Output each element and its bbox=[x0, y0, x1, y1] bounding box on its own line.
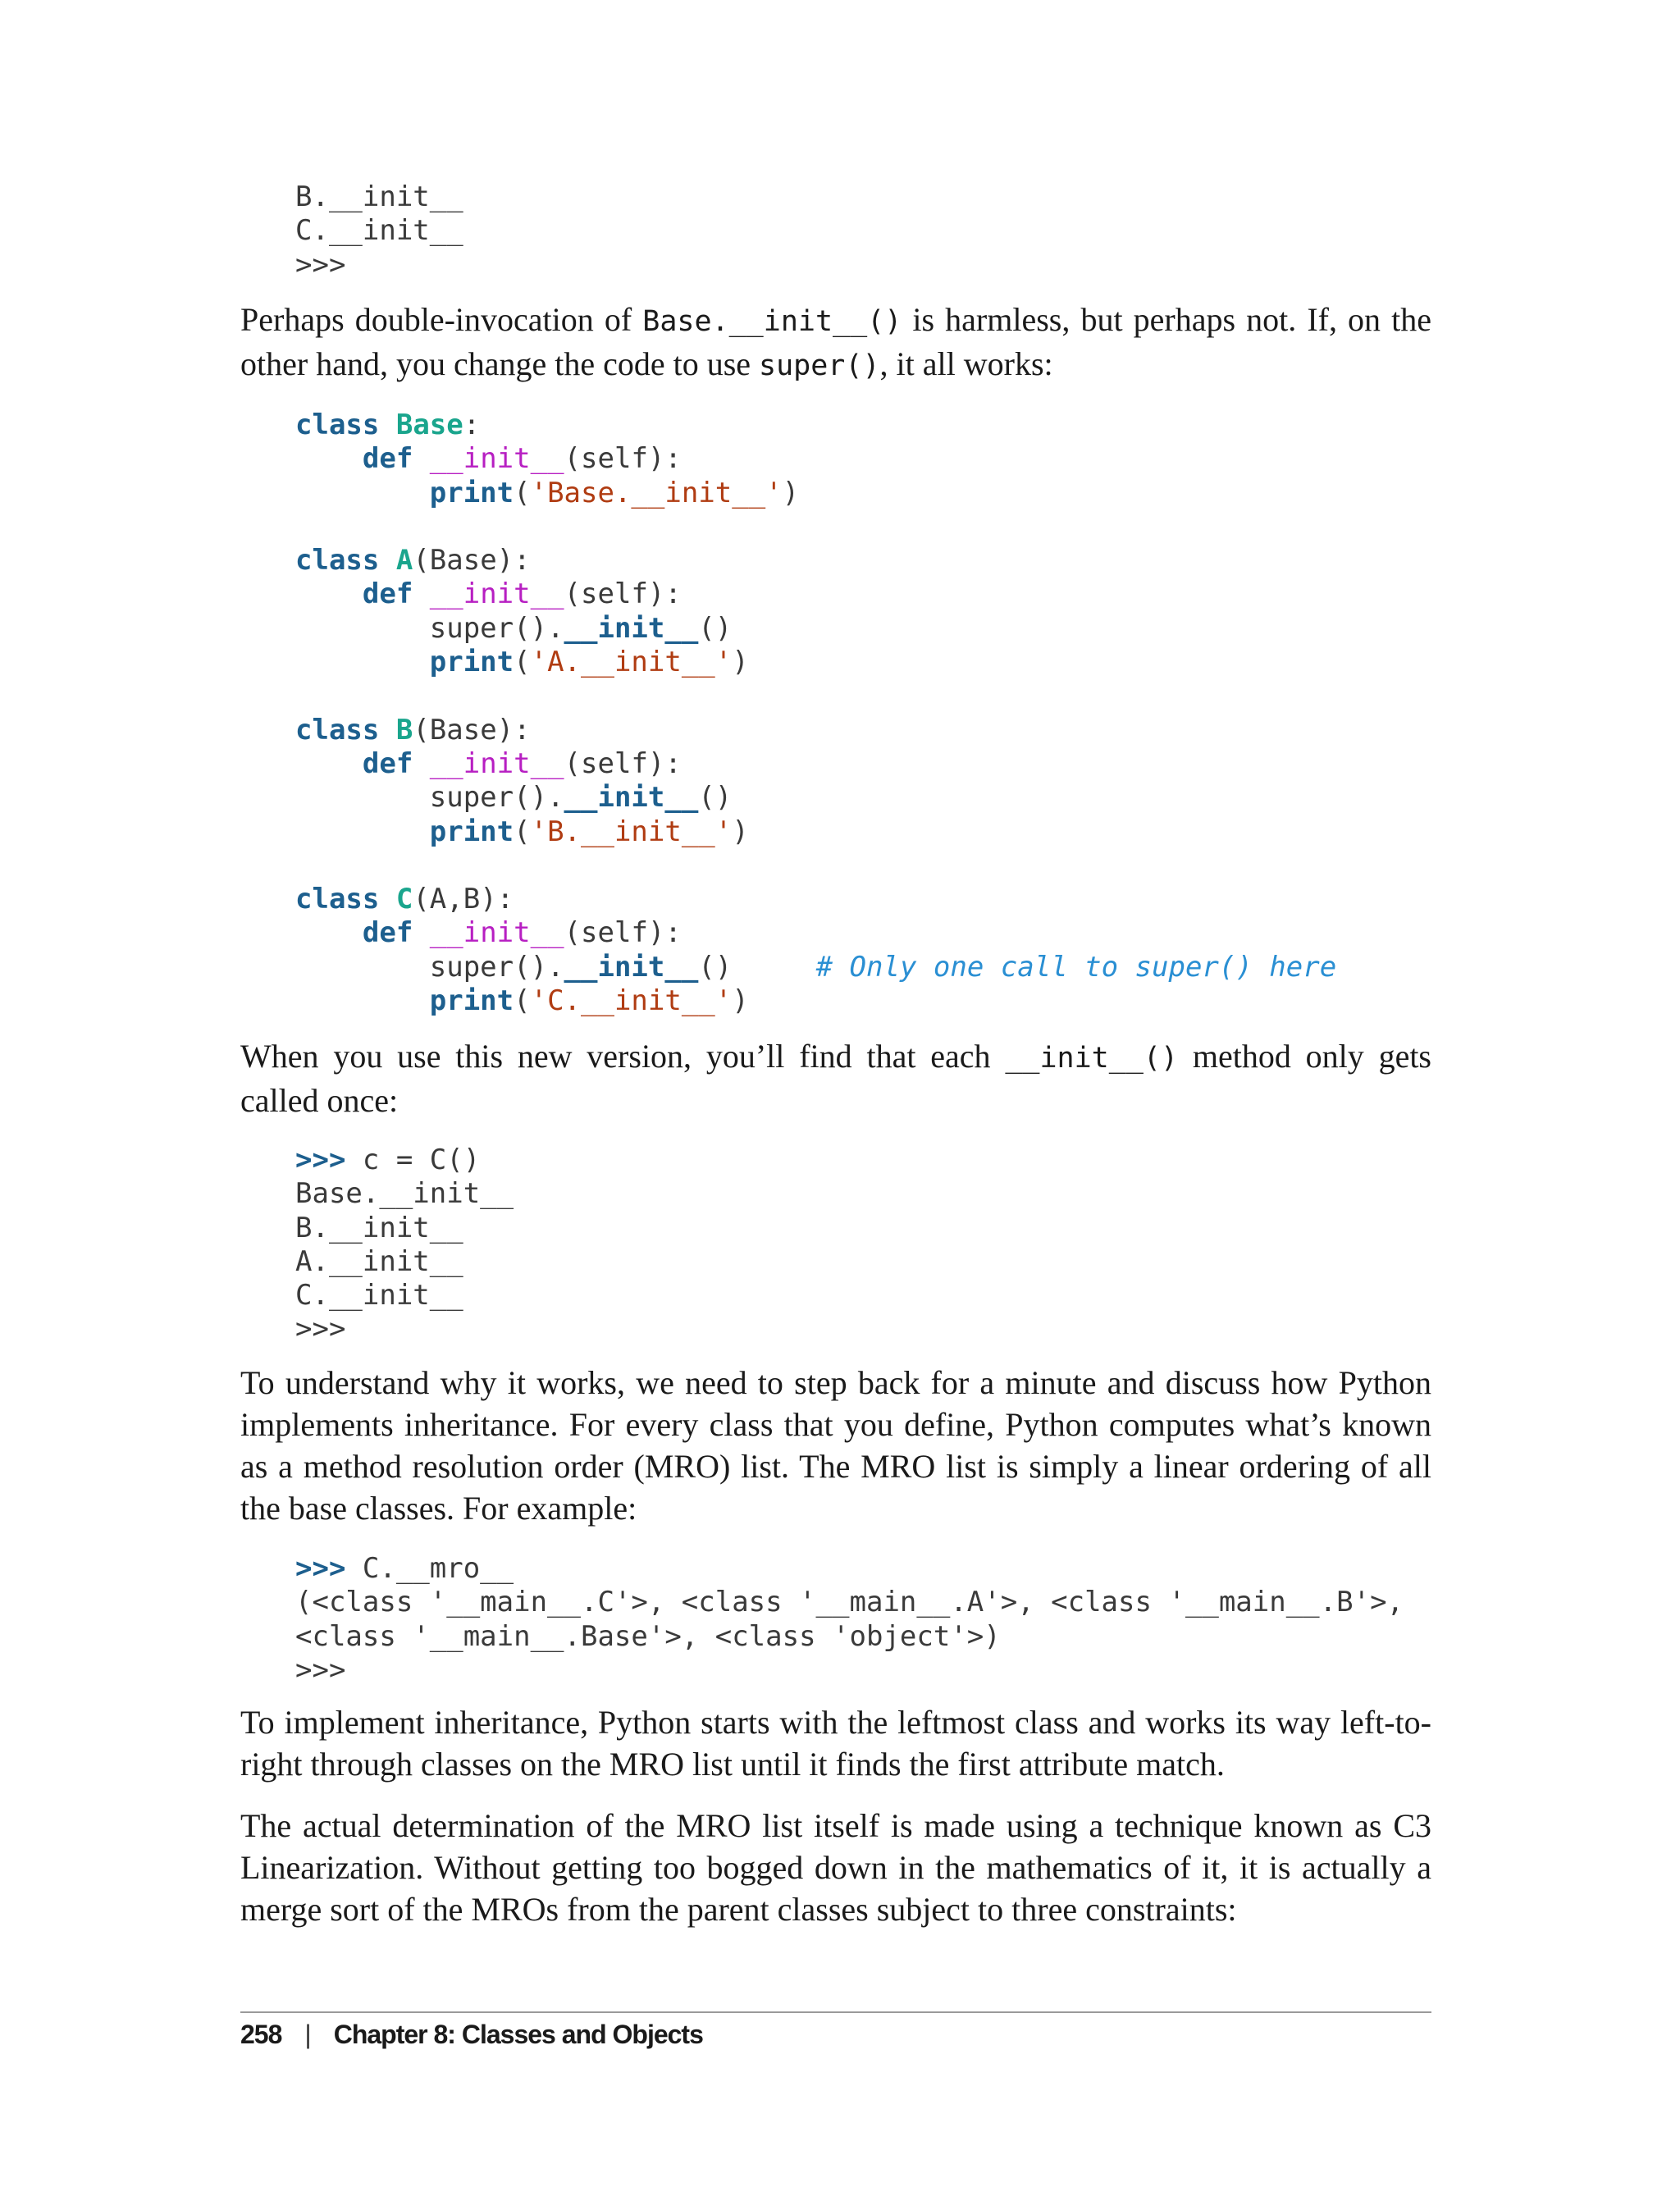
code-line: A.__init__ bbox=[295, 1244, 463, 1278]
code-line: (<class '__main__.C'>, <class '__main__.A'>, <class '__main__.B'>, bbox=[295, 1586, 1404, 1619]
page-footer bbox=[240, 2020, 703, 2050]
code-line: def __init__(self): bbox=[362, 916, 682, 950]
code-line: print('A.__init__') bbox=[429, 646, 749, 679]
code-block-run-output bbox=[295, 1144, 514, 1347]
code-line: C.__init__ bbox=[295, 214, 463, 248]
code-line: C.__init__ bbox=[295, 1279, 463, 1312]
code-line: super().__init__() bbox=[429, 611, 733, 645]
code-line: class B(Base): bbox=[295, 713, 531, 746]
inline-code: super() bbox=[759, 349, 880, 382]
code-line: print('C.__init__') bbox=[429, 984, 749, 1018]
footer-divider bbox=[240, 2011, 1431, 2013]
code-line: super().__init__() bbox=[429, 781, 733, 815]
paragraph-mro-explanation: To understand why it works, we need to step back for a minute and discuss how Python implements inheritance. For every class that you define, Python computes what’s known as a method resolution order (MRO) list. The MRO list is simply a linear ordering of all the base classes. For example: bbox=[240, 1364, 1431, 1527]
code-line: def __init__(self): bbox=[362, 578, 682, 611]
code-block-class-definitions bbox=[295, 409, 1336, 1018]
code-line: super().__init__() # Only one call to super() here bbox=[429, 950, 1337, 984]
inline-code: __init__() bbox=[1005, 1042, 1179, 1075]
code-line: class C(A,B): bbox=[295, 883, 514, 916]
code-line: def __init__(self): bbox=[362, 746, 682, 780]
code-block-mro bbox=[295, 1552, 1404, 1687]
code-line: print('B.__init__') bbox=[429, 815, 749, 848]
code-line: print('Base.__init__') bbox=[429, 476, 800, 509]
paragraph-double-invocation: Perhaps double-invocation of Base.__init__() is harmless, but perhaps not. If, on the other hand, you change the code to use super(), it all works: bbox=[240, 301, 1431, 382]
code-line: >>> C.__mro__ bbox=[295, 1552, 514, 1585]
chapter-title: Chapter 8: Classes and Objects bbox=[333, 2020, 703, 2049]
code-line: >>> bbox=[295, 1653, 346, 1687]
inline-code: Base.__init__() bbox=[642, 305, 902, 338]
code-line: def __init__(self): bbox=[362, 442, 682, 476]
code-line: Base.__init__ bbox=[295, 1177, 514, 1211]
code-line: <class '__main__.Base'>, <class 'object'>) bbox=[295, 1619, 1001, 1653]
code-line: B.__init__ bbox=[295, 180, 463, 213]
code-line: >>> bbox=[295, 1312, 346, 1346]
code-block-output-top bbox=[295, 180, 463, 282]
code-line: B.__init__ bbox=[295, 1211, 463, 1244]
code-line: class Base: bbox=[295, 409, 481, 441]
footer-separator: | bbox=[304, 2020, 311, 2049]
paragraph-inheritance-lookup: To implement inheritance, Python starts with the leftmost class and works its way left-to-right through classes on the MRO list until it finds the first attribute match. bbox=[240, 1704, 1431, 1783]
code-line: >>> bbox=[295, 248, 346, 281]
paragraph-new-version: When you use this new version, you’ll find that each __init__() method only gets called once: bbox=[240, 1038, 1431, 1119]
code-line: class A(Base): bbox=[295, 544, 531, 578]
code-line: >>> c = C() bbox=[295, 1144, 481, 1176]
page-number: 258 bbox=[240, 2020, 282, 2049]
code-comment: # Only one call to super() here bbox=[815, 950, 1337, 984]
paragraph-c3-linearization: The actual determination of the MRO list itself is made using a technique known as C3 Linearization. Without getting too bogged down in the mathematics of it, it is actually a merge sort of the MROs from the parent classes subject to three constraints: bbox=[240, 1807, 1431, 1928]
